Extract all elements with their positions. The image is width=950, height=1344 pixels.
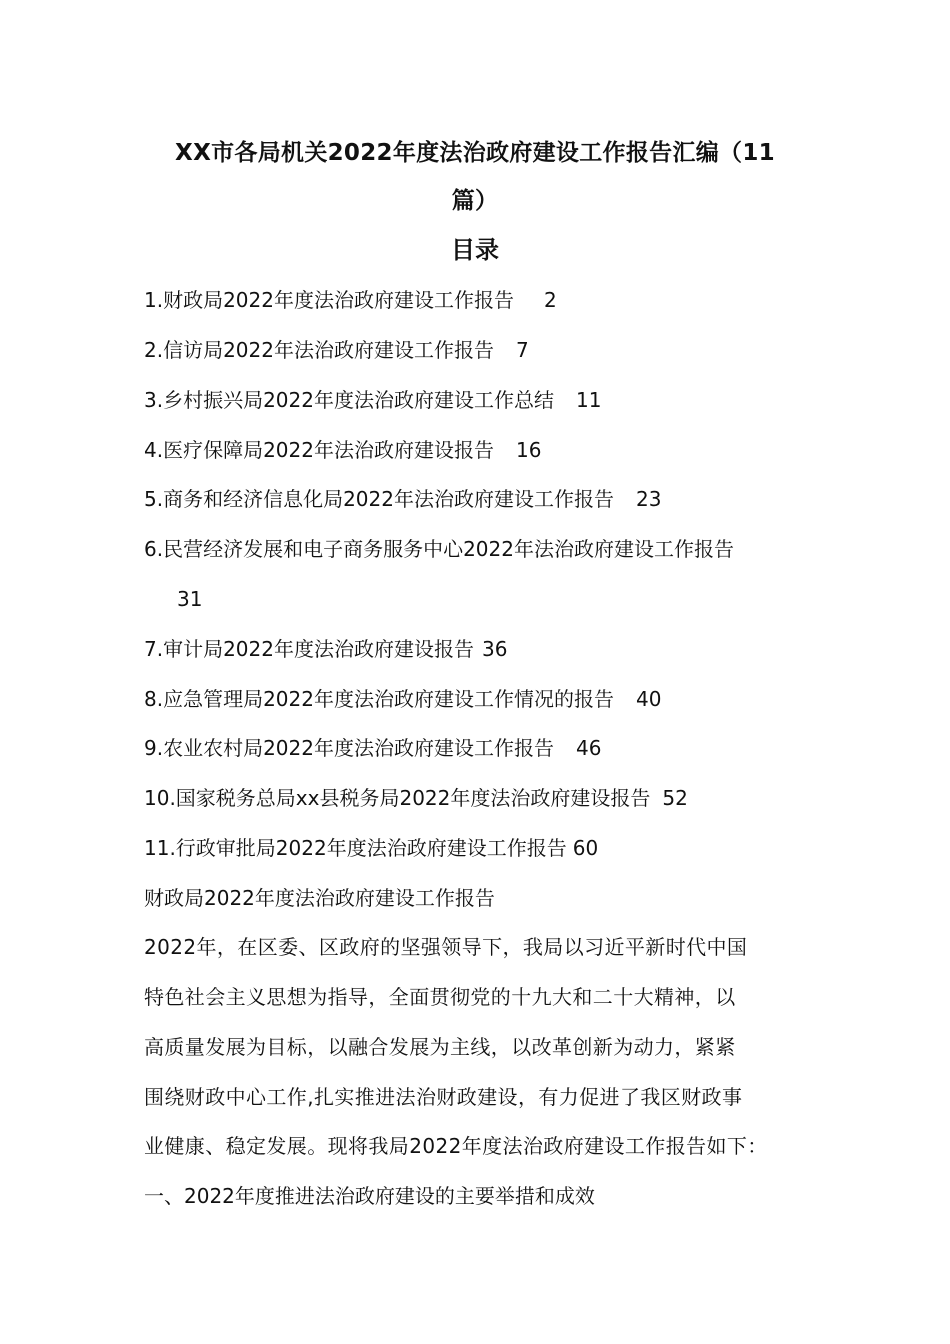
document-title-line-2: 篇） (451, 188, 499, 214)
toc-entry-10 (144, 784, 688, 812)
toc-entry-title: 2.信访局2022年法治政府建设工作报告 (144, 338, 494, 362)
toc-entry-9 (144, 734, 601, 762)
document-title-line-1: XX市各局机关2022年度法治政府建设工作报告汇编（11 (175, 140, 775, 166)
toc-entry-1 (144, 286, 557, 314)
toc-entry-3 (144, 386, 601, 414)
toc-entry-6 (144, 535, 734, 563)
paragraph-line: 围绕财政中心工作,扎实推进法治财政建设，有力促进了我区财政事 (144, 1085, 743, 1109)
toc-entry-page: 7 (515, 338, 529, 362)
toc-entry-page: 60 (572, 836, 599, 860)
paragraph-line: 高质量发展为目标，以融合发展为主线，以改革创新为动力，紧紧 (144, 1035, 736, 1059)
toc-entry-title: 11.行政审批局2022年度法治政府建设工作报告 (144, 836, 567, 860)
paragraph-line: 业健康、稳定发展。现将我局2022年度法治政府建设工作报告如下： (144, 1134, 768, 1158)
toc-entry-7 (144, 635, 507, 663)
toc-entry-page: 23 (635, 487, 662, 511)
toc-heading: 目录 (451, 236, 499, 264)
toc-entry-4 (144, 436, 541, 464)
toc-entry-page: 40 (635, 687, 662, 711)
toc-entry-title: 7.审计局2022年度法治政府建设报告 (144, 637, 474, 661)
paragraph-line: 特色社会主义思想为指导，全面贯彻党的十九大和二十大精神，以 (144, 985, 736, 1009)
toc-entry-8 (144, 685, 661, 713)
toc-entry-6-page (177, 585, 202, 613)
toc-entry-title: 5.商务和经济信息化局2022年法治政府建设工作报告 (144, 487, 614, 511)
toc-entry-title: 8.应急管理局2022年度法治政府建设工作情况的报告 (144, 687, 614, 711)
toc-entry-5 (144, 485, 661, 513)
toc-entry-page: 2 (543, 288, 557, 312)
toc-entry-page: 52 (662, 786, 688, 810)
subheading: 一、2022年度推进法治政府建设的主要举措和成效 (144, 1184, 595, 1208)
toc-entry-page: 31 (177, 587, 203, 611)
toc-entry-2 (144, 336, 529, 364)
toc-entry-title: 4.医疗保障局2022年法治政府建设报告 (144, 438, 494, 462)
toc-entry-11 (144, 834, 598, 862)
toc-entry-title: 9.农业农村局2022年度法治政府建设工作报告 (144, 736, 554, 760)
paragraph-line: 2022年，在区委、区政府的坚强领导下，我局以习近平新时代中国 (144, 935, 748, 959)
toc-entry-title: 1.财政局2022年度法治政府建设工作报告 (144, 288, 514, 312)
toc-entry-page: 36 (481, 637, 508, 661)
toc-entry-page: 46 (575, 736, 602, 760)
section-title: 财政局2022年度法治政府建设工作报告 (144, 886, 495, 910)
toc-entry-page: 11 (575, 388, 602, 412)
toc-entry-page: 16 (515, 438, 542, 462)
toc-entry-title: 3.乡村振兴局2022年度法治政府建设工作总结 (144, 388, 554, 412)
toc-entry-title: 6.民营经济发展和电子商务服务中心2022年法治政府建设工作报告 (144, 537, 734, 561)
toc-entry-title: 10.国家税务总局xx县税务局2022年度法治政府建设报告 (144, 786, 651, 810)
